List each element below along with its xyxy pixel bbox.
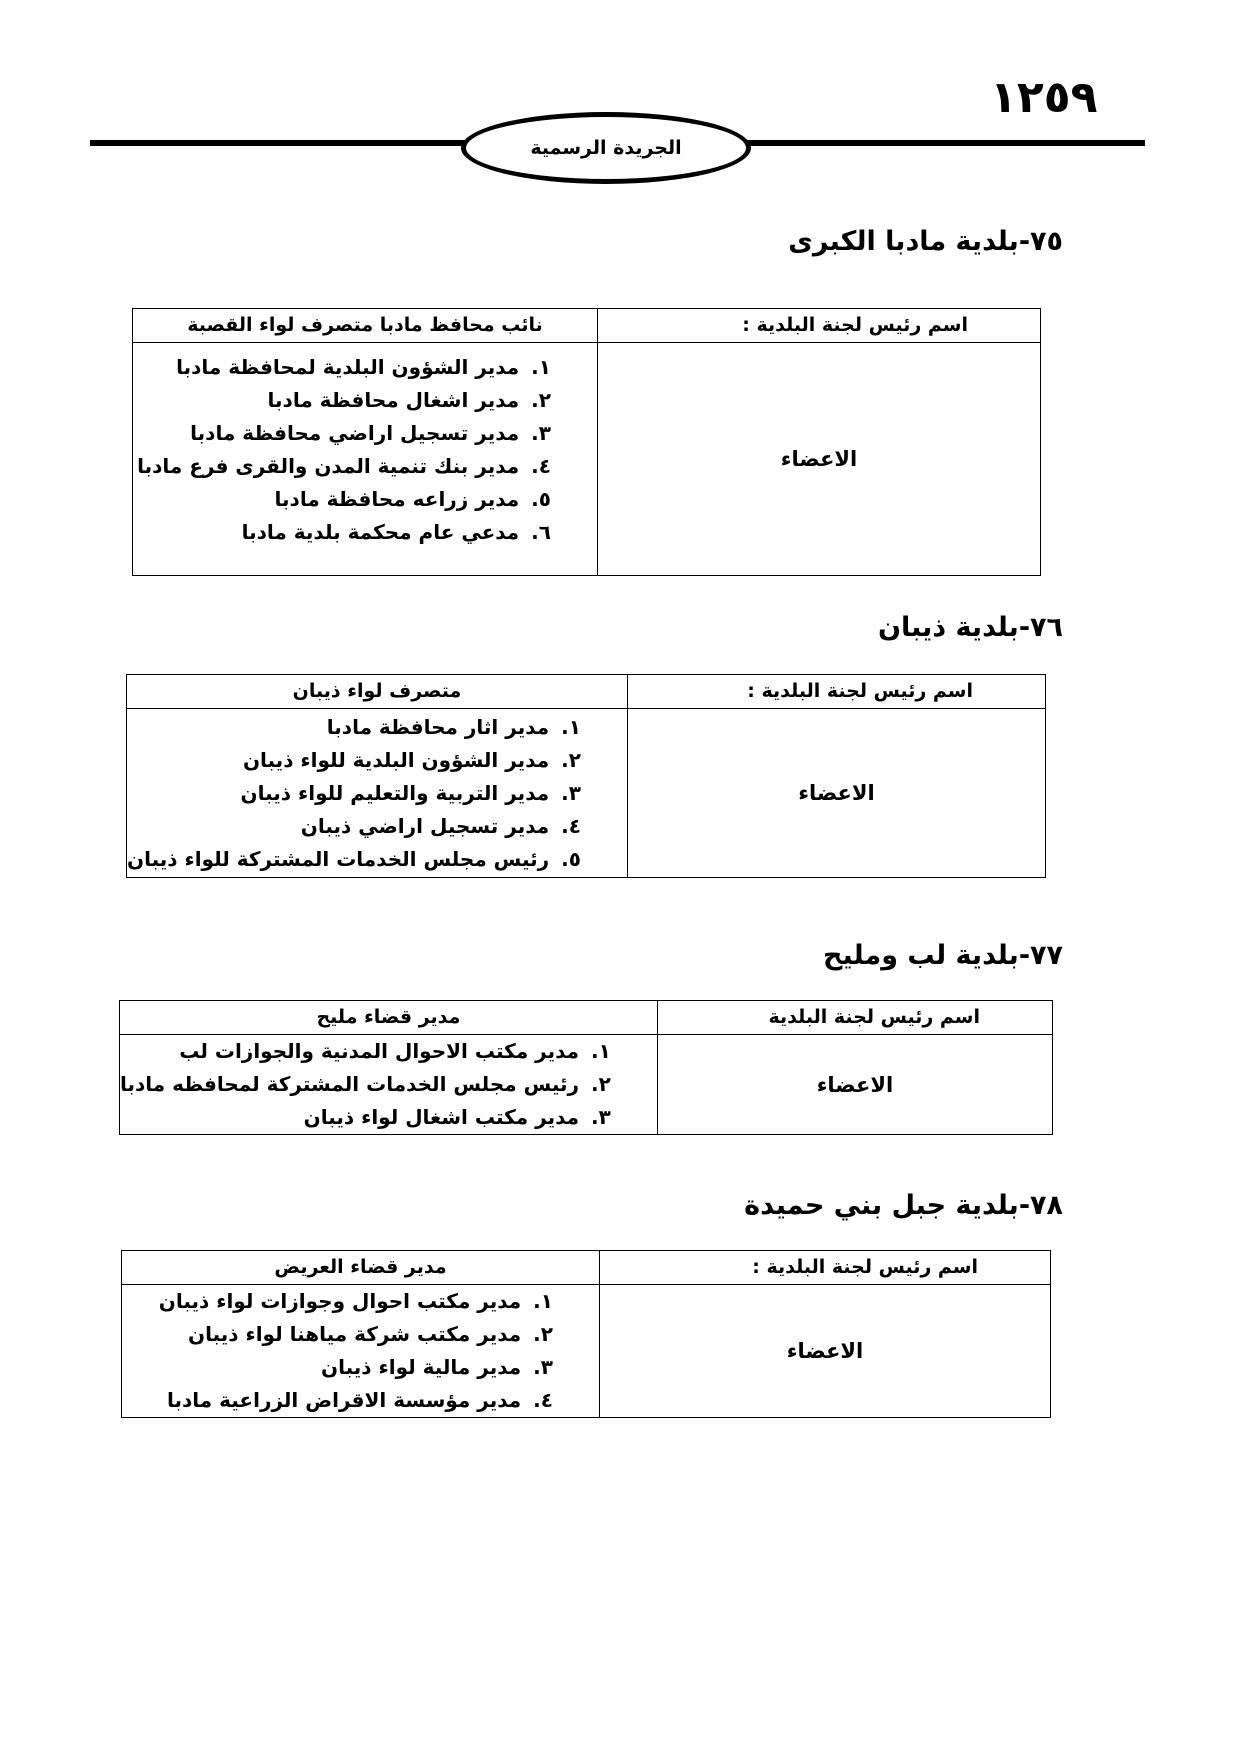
list-item: ٢.رئيس مجلس الخدمات المشتركة لمحافظه مادبا	[120, 1072, 611, 1096]
chair-label-cell: اسم رئيس لجنة البلدية :	[600, 1251, 1051, 1285]
members-list	[133, 343, 597, 549]
members-list-cell	[133, 343, 598, 576]
header-rule-right	[740, 140, 1145, 146]
list-item: ٢.مدير الشؤون البلدية للواء ذيبان	[242, 748, 581, 772]
chair-value-cell: نائب محافظ مادبا متصرف لواء القصبة	[133, 309, 598, 343]
list-item: ١.مدير مكتب احوال وجوازات لواء ذيبان	[158, 1289, 553, 1313]
members-list	[120, 1035, 657, 1134]
list-item: ٣.مدير تسجيل اراضي محافظة مادبا	[190, 421, 551, 445]
section-title-76: ٧٦-بلدية ذيبان	[877, 612, 1063, 643]
list-item: ٣.مدير مكتب اشغال لواء ذيبان	[303, 1105, 611, 1129]
members-label-cell: الاعضاء	[657, 1035, 1052, 1135]
members-label-cell: الاعضاء	[598, 343, 1041, 576]
members-label-cell: الاعضاء	[600, 1285, 1051, 1418]
list-item: ١.مدير اثار محافظة مادبا	[326, 715, 581, 739]
list-item: ٦.مدعي عام محكمة بلدية مادبا	[241, 520, 551, 544]
committee-table-76	[126, 674, 1046, 878]
committee-table-78	[121, 1250, 1051, 1418]
list-item: ٤.مدير بنك تنمية المدن والقرى فرع مادبا	[137, 454, 551, 478]
committee-table-77	[119, 1000, 1053, 1135]
list-item: ٣.مدير مالية لواء ذيبان	[321, 1355, 553, 1379]
list-item: ٤.مدير مؤسسة الاقراض الزراعية مادبا	[167, 1388, 553, 1412]
members-list	[122, 1285, 599, 1417]
members-list	[127, 709, 627, 876]
members-list-cell	[127, 709, 628, 878]
page-number: ١٢٥٩	[990, 72, 1098, 123]
committee-table-75	[132, 308, 1041, 576]
chair-value-cell: مدير قضاء العريض	[122, 1251, 600, 1285]
list-item: ١.مدير الشؤون البلدية لمحافظة مادبا	[176, 355, 551, 379]
list-item: ٥.رئيس مجلس الخدمات المشتركة للواء ذيبان	[127, 847, 581, 871]
list-item: ١.مدير مكتب الاحوال المدنية والجوازات لب	[179, 1039, 611, 1063]
list-item: ٣.مدير التربية والتعليم للواء ذيبان	[240, 781, 581, 805]
members-label-cell: الاعضاء	[627, 709, 1045, 878]
members-list-cell	[122, 1285, 600, 1418]
chair-value-cell: متصرف لواء ذيبان	[127, 675, 628, 709]
members-list-cell	[120, 1035, 658, 1135]
section-title-77: ٧٧-بلدية لب ومليح	[823, 940, 1063, 971]
chair-label-cell: اسم رئيس لجنة البلدية :	[627, 675, 1045, 709]
journal-title: الجريدة الرسمية	[530, 137, 682, 159]
journal-title-oval	[461, 112, 751, 184]
list-item: ٤.مدير تسجيل اراضي ذيبان	[300, 814, 581, 838]
list-item: ٢.مدير مكتب شركة مياهنا لواء ذيبان	[188, 1322, 553, 1346]
header-rule-left	[90, 140, 470, 146]
section-title-78: ٧٨-بلدية جبل بني حميدة	[744, 1190, 1063, 1221]
chair-value-cell: مدير قضاء مليح	[120, 1001, 658, 1035]
section-title-75: ٧٥-بلدية مادبا الكبرى	[788, 226, 1063, 257]
list-item: ٢.مدير اشغال محافظة مادبا	[267, 388, 551, 412]
list-item: ٥.مدير زراعه محافظة مادبا	[274, 487, 551, 511]
chair-label-cell: اسم رئيس لجنة البلدية :	[598, 309, 1041, 343]
chair-label-cell: اسم رئيس لجنة البلدية	[657, 1001, 1052, 1035]
